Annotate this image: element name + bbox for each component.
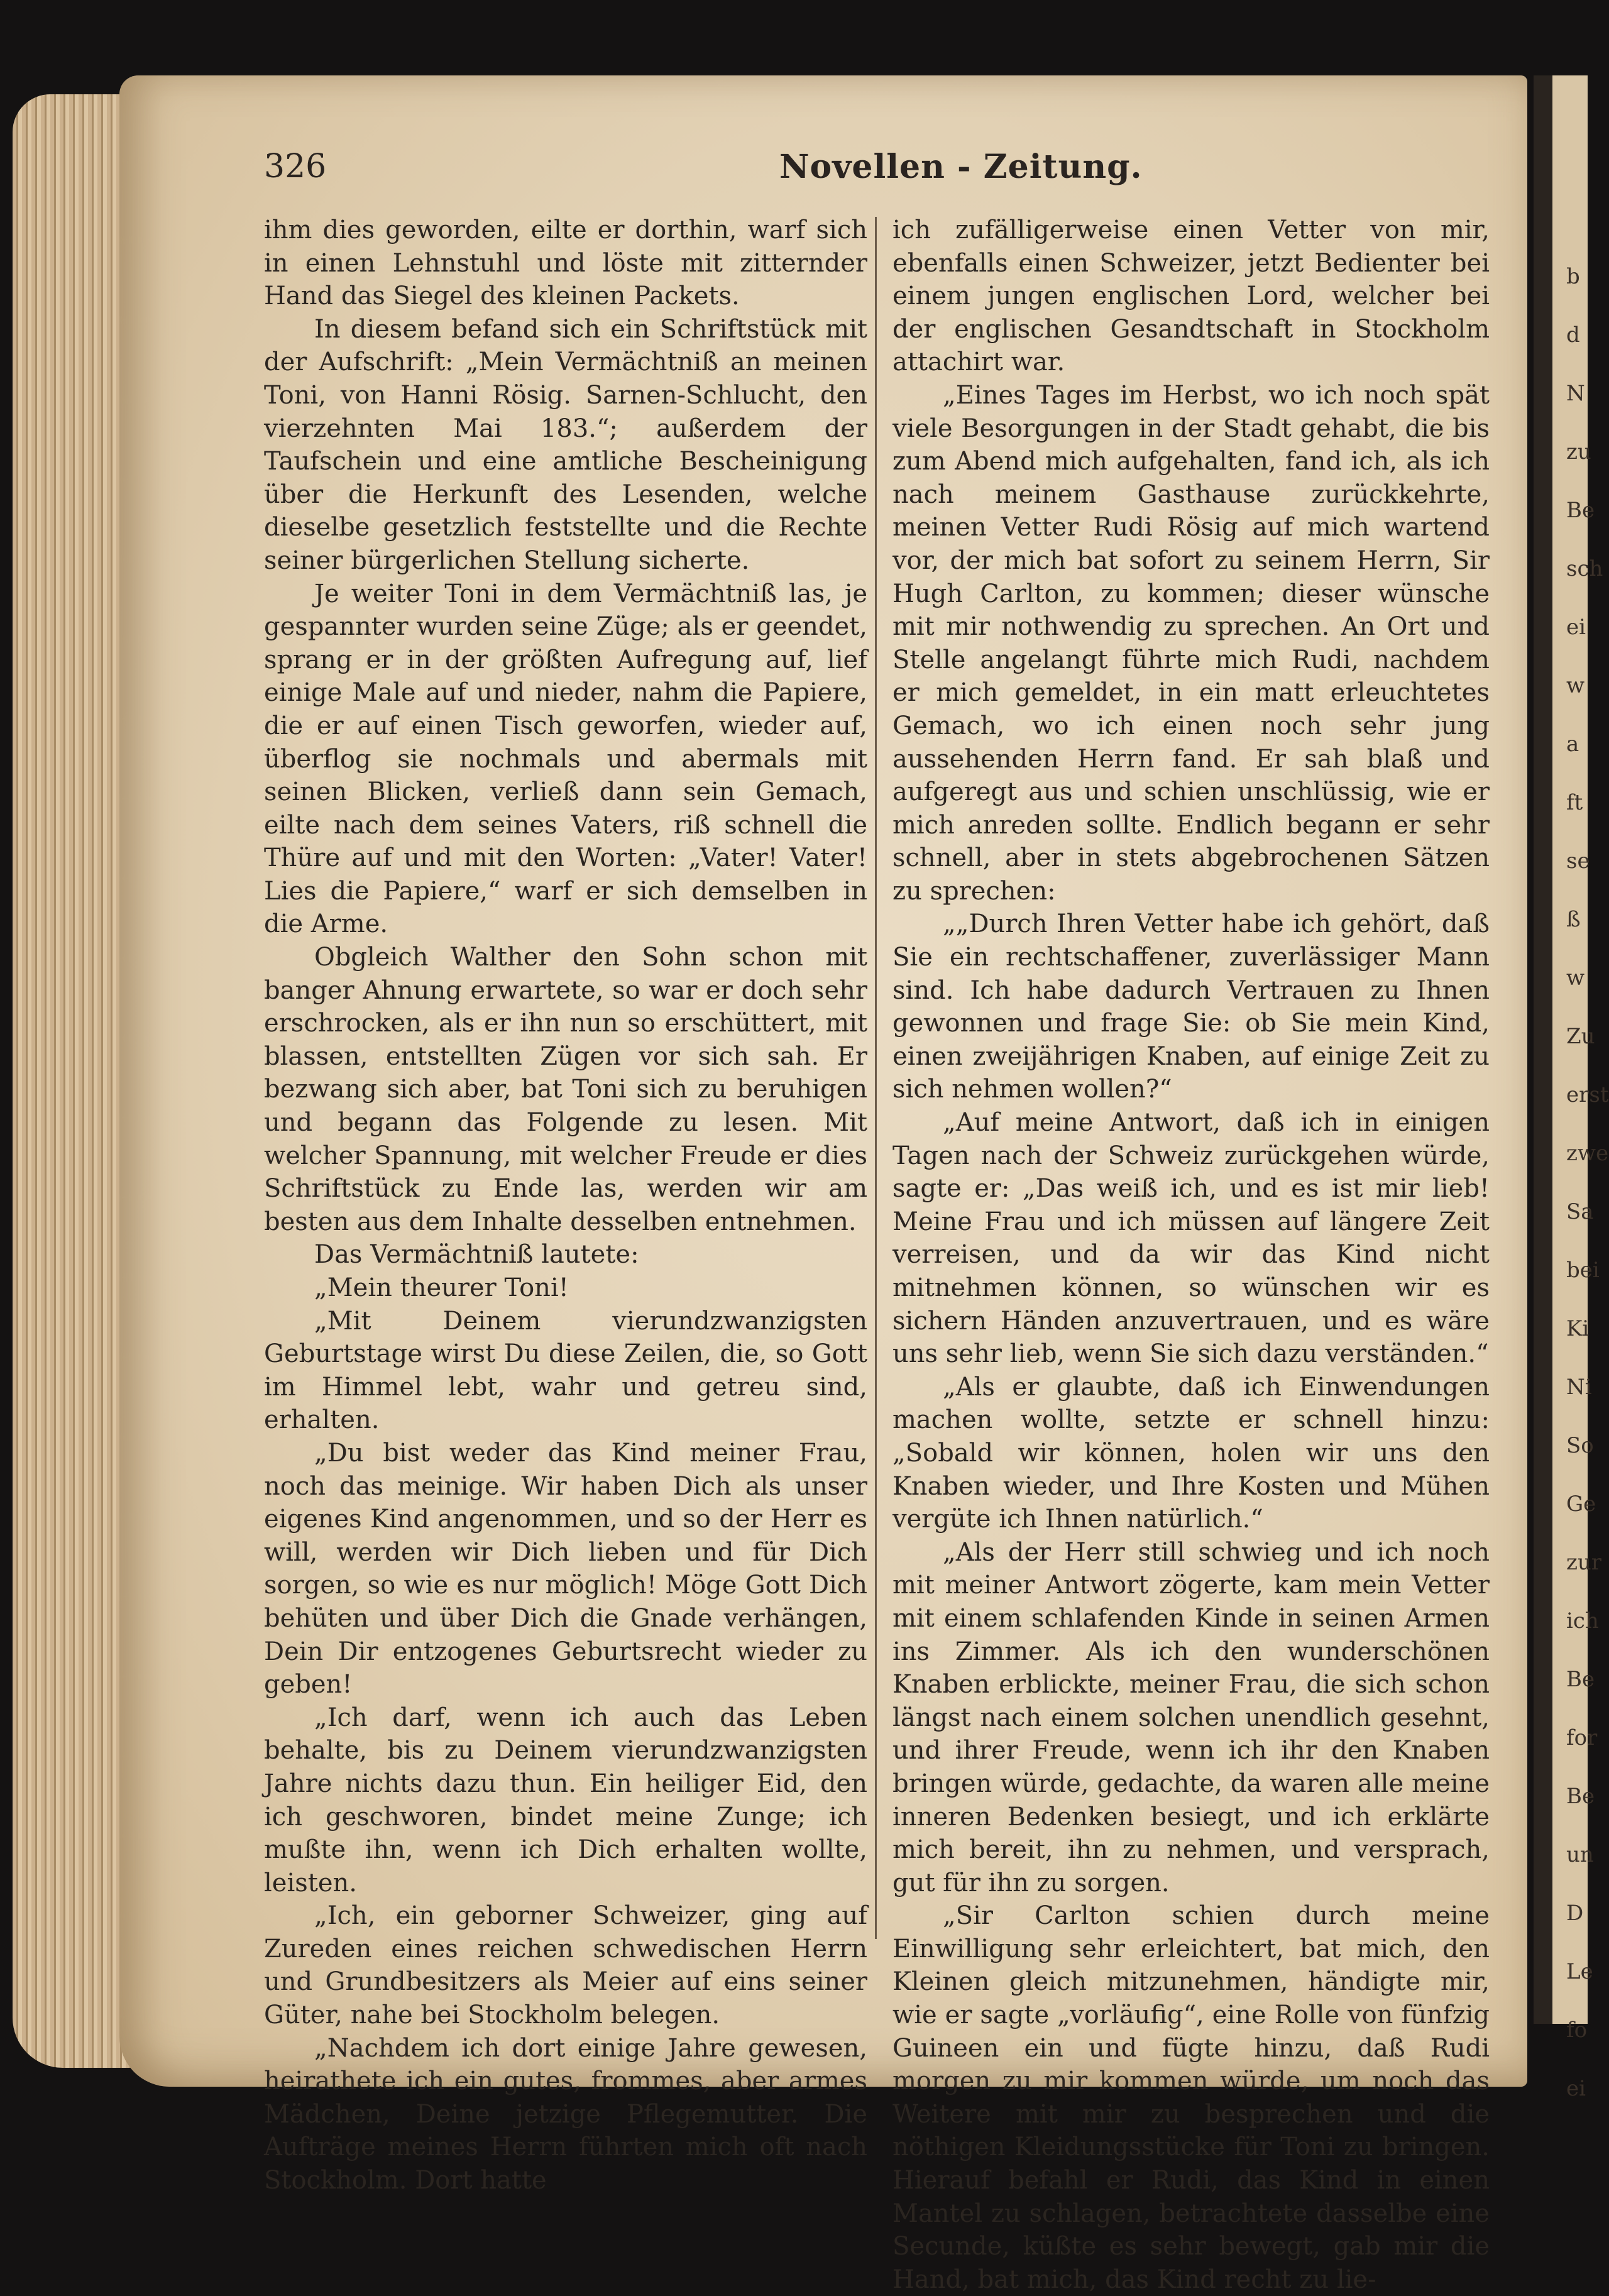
adjacent-page-fragment: Be: [1566, 1784, 1595, 1809]
paragraph: „Ich darf, wenn ich auch das Leben behalte, bis zu Deinem vierundzwanzigsten Jahre nichts dazu thun. Ein heiliger Eid, den ich geschworen, bindet meine Zunge; ich mußte ihn, wenn ich Dich erhalten wollte, leisten.: [264, 1703, 867, 1898]
paragraph: ich zufälligerweise einen Vetter von mir, ebenfalls einen Schweizer, jetzt Bedienter bei einem jungen englischen Lord, welcher bei der englischen Gesandtschaft in Stockholm attachirt war.: [892, 216, 1490, 377]
paragraph: Je weiter Toni in dem Vermächtniß las, je gespannter wurden seine Züge; als er geendet, sprang er in der größten Aufregung auf, lief einige Male auf und nieder, nahm die Papiere, die er auf einen Tisch geworfen, wieder auf, überflog sie nochmals und abermals mit seinen Blicken, verließ dann sein Gemach, eilte nach dem seines Vaters, riß schnell die Thüre auf und mit den Worten: „Vater! Vater! Lies die Papiere,“ warf er sich demselben in die Arme.: [264, 579, 867, 939]
adjacent-page-fragment: Be: [1566, 1667, 1595, 1692]
adjacent-page-fragment: D: [1566, 1901, 1584, 1926]
paragraph: ihm dies geworden, eilte er dorthin, warf sich in einen Lehnstuhl und löste mit zitternder Hand das Siegel des kleinen Packets.: [264, 216, 867, 311]
left-column: [264, 214, 867, 2197]
adjacent-page-fragment: Zu: [1566, 1024, 1595, 1049]
adjacent-page-fragment: sch: [1566, 556, 1603, 581]
adjacent-page-fragment: Ge: [1566, 1491, 1596, 1517]
adjacent-page-fragment: erst: [1566, 1082, 1609, 1107]
paragraph: In diesem befand sich ein Schriftstück mit der Aufschrift: „Mein Vermächtniß an meinen Toni, von Hanni Rösig. Sarnen-Schlucht, den vierzehnten Mai 183.“; außerdem der Taufschein und eine amtliche Bescheinigung über die Herkunft des Lesenden, welche dieselbe gesetzlich feststellte und die Rechte seiner bürgerlichen Stellung sicherte.: [264, 314, 867, 575]
paragraph: „Ich, ein geborner Schweizer, ging auf Zureden eines reichen schwedischen Herrn und Grundbesitzers als Meier auf eins seiner Güter, nahe bei Stockholm belegen.: [264, 1901, 867, 2030]
adjacent-page-fragment: for: [1566, 1725, 1598, 1750]
page-number: 326: [264, 148, 327, 185]
adjacent-page-fragment: fo: [1566, 2018, 1588, 2043]
adjacent-page-fragment: bei: [1566, 1258, 1600, 1283]
column-divider: [875, 217, 877, 1939]
adjacent-page-fragment: w: [1566, 673, 1585, 698]
running-title: Novellen - Zeitung.: [779, 148, 1143, 186]
adjacent-page-fragment: ich: [1566, 1608, 1599, 1634]
paragraph: „Mein theurer Toni!: [314, 1273, 569, 1302]
paragraph: „Als der Herr still schwieg und ich noch mit meiner Antwort zögerte, kam mein Vetter mit einem schlafenden Kinde in seinen Armen ins Zimmer. Als ich den wunderschönen Knaben erblickte, meiner Frau, die sich schon längst nach einem solchen unendlich gesehnt, und ihrer Freude, wenn ich ihr den Knaben bringen würde, gedachte, da waren alle meine inneren Bedenken besiegt, und ich erklärte mich bereit, ihn zu nehmen, und versprach, gut für ihn zu sorgen.: [892, 1537, 1490, 1898]
paragraph: Das Vermächtniß lautete:: [314, 1240, 639, 1270]
adjacent-page-fragment: d: [1566, 322, 1580, 348]
adjacent-page-fragment: zur: [1566, 1550, 1602, 1575]
adjacent-page-fragment: Ki: [1566, 1316, 1590, 1341]
adjacent-page-fragment: a: [1566, 732, 1579, 757]
adjacent-page-fragment: Le: [1566, 1959, 1593, 1984]
adjacent-page-fragment: Be: [1566, 498, 1595, 523]
paragraph: „Sir Carlton schien durch meine Einwilligung sehr erleichtert, bat mich, den Kleinen gleich mitzunehmen, händigte mir, wie er sagte „vorläufig“, eine Rolle von fünfzig Guineen ein und fügte hinzu, daß Rudi morgen zu mir kommen würde, um noch das Weitere mit mir zu besprechen und die nöthigen Kleidungsstücke für Toni zu bringen. Hierauf befahl er Rudi, das Kind in einen Mantel zu schlagen, betrachtete dasselbe eine Secunde, küßte es sehr bewegt, gab mir die Hand, bat mich, das Kind recht zu lie-: [892, 1901, 1490, 2294]
adjacent-page-fragment: b: [1566, 264, 1580, 289]
page-header: [264, 148, 1496, 198]
paragraph: „Auf meine Antwort, daß ich in einigen Tagen nach der Schweiz zurückgehen würde, sagte er: „Das weiß ich, und es ist mir lieb! Meine Frau und ich müssen auf längere Zeit verreisen, und da wir das Kind nicht mitnehmen können, so wünschen wir es sichern Händen anzuvertrauen, und es wäre uns sehr lieb, wenn Sie sich dazu verständen.“: [892, 1108, 1490, 1369]
paragraph: „Eines Tages im Herbst, wo ich noch spät viele Besorgungen in der Stadt gehabt, die bis zum Abend mich aufgehalten, fand ich, als ich nach meinem Gasthause zurückkehrte, meinen Vetter Rudi Rösig auf mich wartend vor, der mich bat sofort zu seinem Herrn, Sir Hugh Carlton, zu kommen; dieser wünsche mit mir nothwendig zu sprechen. An Ort und Stelle angelangt führte mich Rudi, nachdem er mich gemeldet, in ein matt erleuchtetes Gemach, wo ich einen noch sehr jung aussehenden Herrn fand. Er sah blaß und aufgeregt aus und schien unschlüssig, wie er mich anreden sollte. Endlich begann er sehr schnell, aber in stets abgebrochenen Sätzen zu sprechen:: [892, 380, 1490, 906]
paragraph: „„Durch Ihren Vetter habe ich gehört, daß Sie ein rechtschaffener, zuverlässiger Mann sind. Ich habe dadurch Vertrauen zu Ihnen gewonnen und frage Sie: ob Sie mein Kind, einen zweijährigen Knaben, auf einige Zeit zu sich nehmen wollen?“: [892, 909, 1490, 1104]
adjacent-page: [1534, 75, 1609, 2101]
paragraph: „Nachdem ich dort einige Jahre gewesen, heirathete ich ein gutes, frommes, aber armes Mädchen, Deine jetzige Pflegemutter. Die Aufträge meines Herrn führten mich oft nach Stockholm. Dort hatte: [264, 2033, 867, 2195]
adjacent-page-fragment: un: [1566, 1842, 1594, 1867]
adjacent-page-fragment: zwe: [1566, 1141, 1609, 1166]
adjacent-page-fragment: N: [1566, 381, 1585, 406]
paragraph: „Mit Deinem vierundzwanzigsten Geburtstage wirst Du diese Zeilen, die, so Gott im Himmel lebt, wahr und getreu sind, erhalten.: [264, 1306, 867, 1435]
adjacent-page-fragment: ß: [1566, 907, 1581, 932]
adjacent-page-fragment: zu: [1566, 439, 1591, 464]
paragraph: „Du bist weder das Kind meiner Frau, noch das meinige. Wir haben Dich als unser eigenes Kind angenommen, und so der Herr es will, werden wir Dich lieben und für Dich sorgen, so wie es nur möglich! Möge Gott Dich behüten und über Dich die Gnade verhängen, Dein Dir entzogenes Geburtsrecht wieder zu geben!: [264, 1438, 867, 1700]
adjacent-page-fragment: se: [1566, 849, 1590, 874]
adjacent-page-fragment: ft: [1566, 790, 1583, 815]
adjacent-page-fragment: ei: [1566, 615, 1586, 640]
paragraph: Obgleich Walther den Sohn schon mit banger Ahnung erwartete, so war er doch sehr erschrocken, als er ihn nun so erschüttert, mit blassen, entstellten Zügen vor sich sah. Er bezwang sich aber, bat Toni sich zu beruhigen und begann das Folgende zu lesen. Mit welcher Spannung, mit welcher Freude er dies Schriftstück zu Ende las, werden wir am besten aus dem Inhalte desselben entnehmen.: [264, 943, 867, 1236]
adjacent-page-fragment: Ni: [1566, 1375, 1592, 1400]
adjacent-page-fragment: ei: [1566, 2076, 1586, 2101]
paragraph: „Als er glaubte, daß ich Einwendungen machen wollte, setzte er schnell hinzu: „Sobald wir können, holen wir uns den Knaben wieder, und Ihre Kosten und Mühen vergüte ich Ihnen natürlich.“: [892, 1372, 1490, 1534]
adjacent-page-fragment: Sa: [1566, 1199, 1594, 1224]
adjacent-page-fragment: So: [1566, 1433, 1594, 1458]
book-gutter: [1534, 75, 1552, 2024]
right-column: [892, 214, 1490, 2296]
adjacent-page-fragment: w: [1566, 965, 1585, 991]
